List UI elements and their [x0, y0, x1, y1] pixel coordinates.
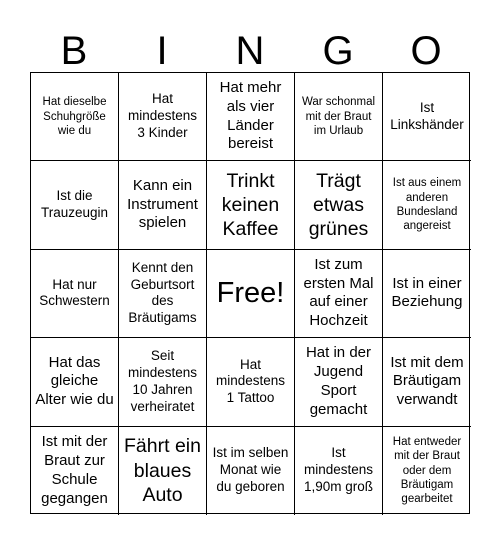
- header-letter-g: G: [322, 28, 354, 73]
- bingo-cell[interactable]: Ist mindestens 1,90m groß: [295, 427, 383, 515]
- bingo-cell[interactable]: Ist mit der Braut zur Schule gegangen: [31, 427, 119, 515]
- bingo-cell[interactable]: Trägt etwas grünes: [295, 161, 383, 249]
- bingo-cell[interactable]: Fährt ein blaues Auto: [119, 427, 207, 515]
- bingo-cell[interactable]: Ist mit dem Bräutigam verwandt: [383, 338, 471, 426]
- header-letter-n: N: [235, 28, 265, 73]
- bingo-board: [30, 72, 470, 514]
- bingo-cell[interactable]: Hat mindestens 3 Kinder: [119, 73, 207, 161]
- bingo-cell[interactable]: Seit mindestens 10 Jahren verheiratet: [119, 338, 207, 426]
- bingo-cell[interactable]: Ist in einer Beziehung: [383, 250, 471, 338]
- bingo-cell[interactable]: Trinkt keinen Kaffee: [207, 161, 295, 249]
- bingo-cell[interactable]: Ist im selben Monat wie du geboren: [207, 427, 295, 515]
- bingo-cell[interactable]: Hat nur Schwestern: [31, 250, 119, 338]
- bingo-cell[interactable]: Ist die Trauzeugin: [31, 161, 119, 249]
- bingo-cell[interactable]: Hat entweder mit der Braut oder dem Bräutigam gearbeitet: [392, 435, 462, 506]
- bingo-cell[interactable]: Kann ein Instrument spielen: [119, 161, 207, 249]
- bingo-cell[interactable]: Hat mehr als vier Länder bereist: [207, 73, 295, 161]
- bingo-cell[interactable]: Hat in der Jugend Sport gemacht: [295, 338, 383, 426]
- bingo-cell[interactable]: Ist aus einem anderen Bundesland angereist: [383, 161, 471, 249]
- bingo-cell[interactable]: Kennt den Geburtsort des Bräutigams: [119, 250, 207, 338]
- bingo-cell[interactable]: War schonmal mit der Braut im Urlaub: [295, 73, 383, 161]
- bingo-cell[interactable]: Ist Linkshänder: [383, 73, 471, 161]
- bingo-cell[interactable]: Hat das gleiche Alter wie du: [31, 338, 119, 426]
- bingo-cell[interactable]: Hat mindestens 1 Tattoo: [207, 338, 295, 426]
- free-space-cell[interactable]: Free!: [207, 250, 295, 338]
- bingo-cell[interactable]: Hat dieselbe Schuhgröße wie du: [31, 73, 119, 161]
- header-letter-b: B: [60, 28, 88, 73]
- bingo-cell[interactable]: Ist zum ersten Mal auf einer Hochzeit: [295, 250, 383, 338]
- header-letter-i: I: [156, 28, 168, 73]
- header-letter-o: O: [410, 28, 442, 73]
